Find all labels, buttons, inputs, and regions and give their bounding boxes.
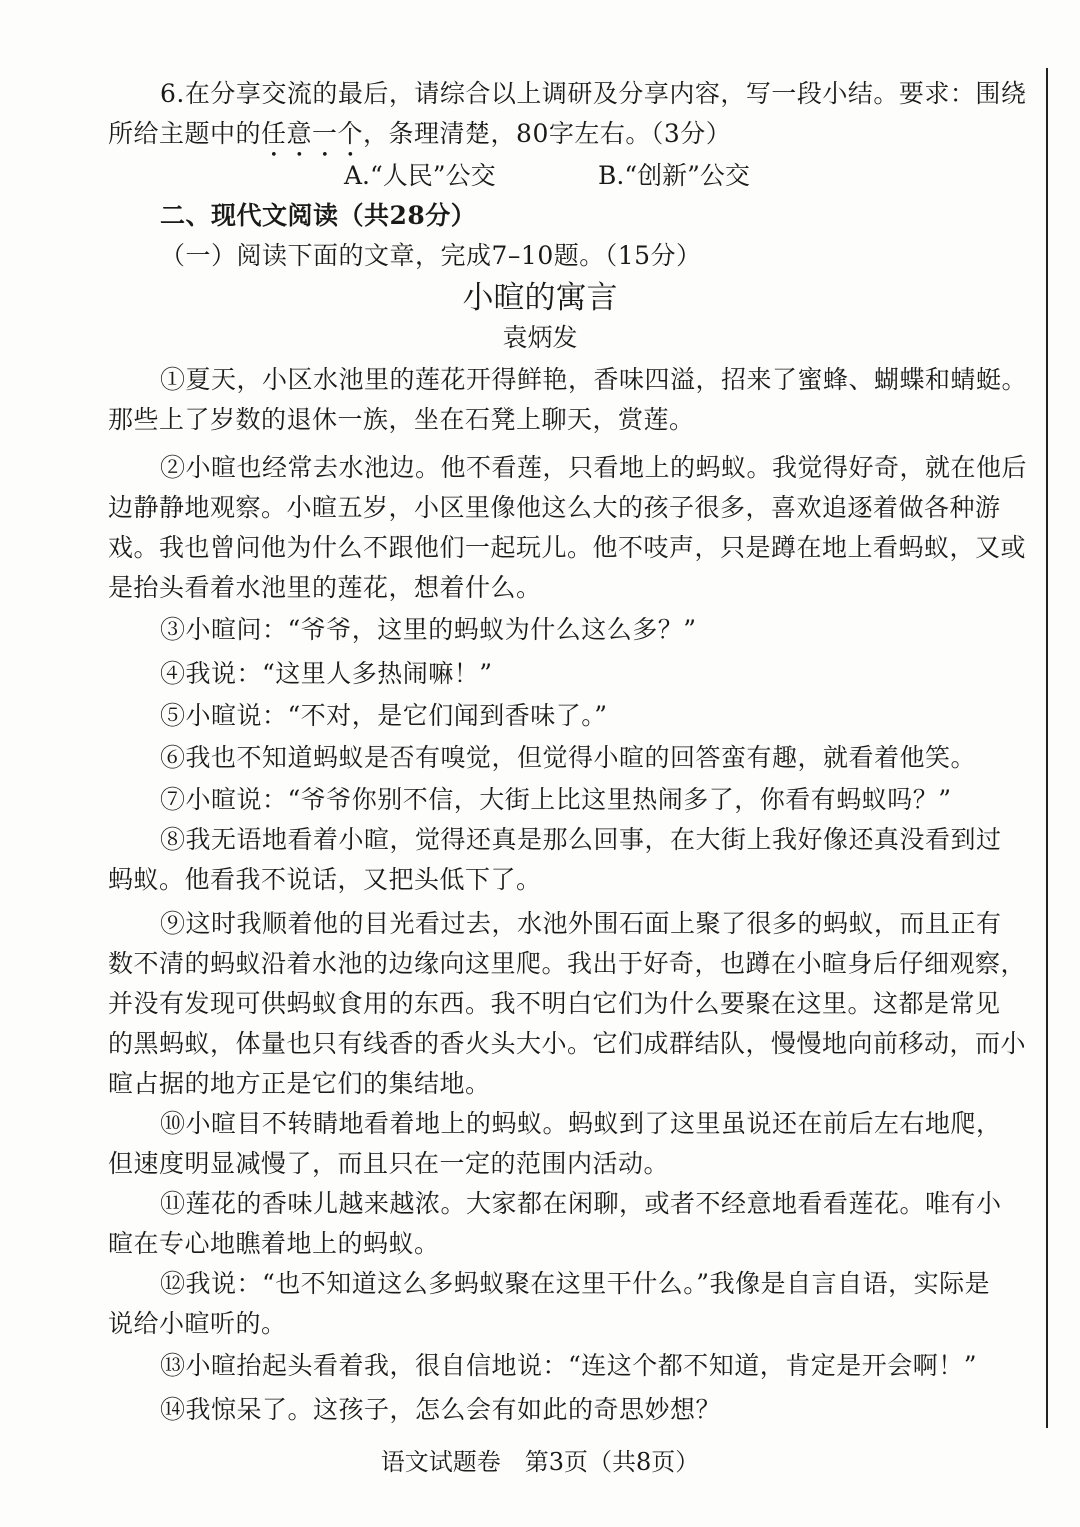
article-title: 小暄的寓言	[462, 280, 618, 316]
page-footer: 语文试题卷 第3页（共8页）	[380, 1448, 700, 1476]
article-line: 数不清的蚂蚁沿着水池的边缘向这里爬。我出于好奇，也蹲在小暄身后仔细观察，	[108, 949, 1027, 978]
article-line: ⑤小暄说：“不对，是它们闻到香味了。”	[160, 701, 608, 730]
article-line: ③小暄问：“爷爷，这里的蚂蚁为什么这么多？”	[160, 615, 697, 644]
question-6-line-1: 6.在分享交流的最后，请综合以上调研及分享内容，写一段小结。要求：围绕	[160, 79, 1027, 108]
article-line: ⑥我也不知道蚂蚁是否有嗅觉，但觉得小暄的回答蛮有趣，就看着他笑。	[160, 743, 977, 772]
article-line: ①夏天，小区水池里的莲花开得鲜艳，香味四溢，招来了蜜蜂、蝴蝶和蜻蜓。	[160, 365, 1028, 394]
article-line: ⑭我惊呆了。这孩子，怎么会有如此的奇思妙想？	[160, 1395, 722, 1424]
option-b: B.“创新”公交	[598, 161, 750, 190]
article-line: 戏。我也曾问他为什么不跟他们一起玩儿。他不吱声，只是蹲在地上看蚂蚁，又或	[108, 533, 1027, 562]
article-line: ⑧我无语地看着小暄，觉得还真是那么回事，在大街上我好像还真没看到过	[160, 825, 1002, 854]
article-line: ②小暄也经常去水池边。他不看莲，只看地上的蚂蚁。我觉得好奇，就在他后	[160, 453, 1028, 482]
article-line: ⑦小暄说：“爷爷你别不信，大街上比这里热闹多了，你看有蚂蚁吗？”	[160, 785, 952, 814]
part-instruction: （一）阅读下面的文章，完成7–10题。（15分）	[160, 241, 702, 270]
article-line: ④我说：“这里人多热闹嘛！”	[160, 659, 493, 688]
question-6-requirement: ，条理清楚，80字左右。（3分）	[363, 119, 732, 148]
emphasized-text: 任意一个	[261, 119, 364, 148]
article-line: 说给小暄听的。	[108, 1309, 287, 1338]
article-line: 并没有发现可供蚂蚁食用的东西。我不明白它们为什么要聚在这里。这都是常见	[108, 989, 1001, 1018]
article-line: 是抬头看着水池里的莲花，想着什么。	[108, 573, 542, 602]
article-line: 那些上了岁数的退休一族，坐在石凳上聊天，赏莲。	[108, 405, 695, 434]
option-a: A.“人民”公交	[344, 161, 496, 190]
article-line: 暄在专心地瞧着地上的蚂蚁。	[108, 1229, 440, 1258]
article-author: 袁炳发	[502, 323, 578, 352]
article-line: ⑩小暄目不转睛地看着地上的蚂蚁。蚂蚁到了这里虽说还在前后左右地爬，	[160, 1109, 1002, 1138]
article-line: ⑪莲花的香味儿越来越浓。大家都在闲聊，或者不经意地看看莲花。唯有小	[160, 1189, 1002, 1218]
article-line: 暄占据的地方正是它们的集结地。	[108, 1069, 491, 1098]
article-line: 的黑蚂蚁，体量也只有线香的香火头大小。它们成群结队，慢慢地向前移动，而小	[108, 1029, 1027, 1058]
section-heading: 二、现代文阅读（共28分）	[160, 201, 477, 230]
question-6-text: 所给主题中的	[108, 119, 262, 148]
article-line: ⑬小暄抬起头看着我，很自信地说：“连这个都不知道，肯定是开会啊！”	[160, 1351, 978, 1380]
article-line: ⑨这时我顺着他的目光看过去，水池外围石面上聚了很多的蚂蚁，而且正有	[160, 909, 1002, 938]
question-6-line-2	[108, 114, 998, 163]
article-line: ⑫我说：“也不知道这么多蚂蚁聚在这里干什么。”我像是自言自语，实际是	[160, 1269, 991, 1298]
article-line: 蚂蚁。他看我不说话，又把头低下了。	[108, 865, 542, 894]
article-line: 边静静地观察。小暄五岁，小区里像他这么大的孩子很多，喜欢追逐着做各种游	[108, 493, 1001, 522]
article-line: 但速度明显减慢了，而且只在一定的范围内活动。	[108, 1149, 670, 1178]
